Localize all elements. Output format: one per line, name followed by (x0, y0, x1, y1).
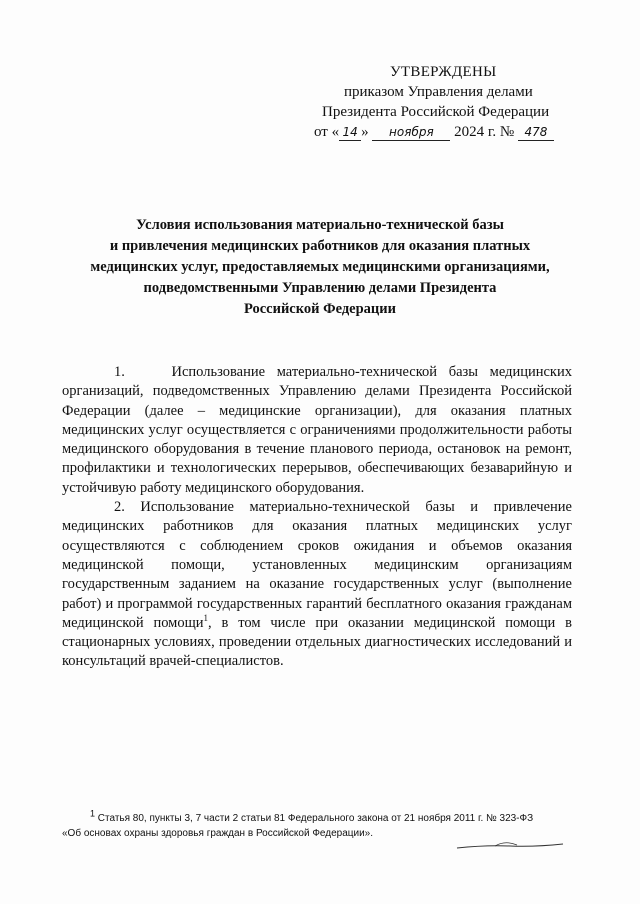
heading-line: медицинских услуг, предоставляемых медицинскими организациями, (90, 259, 550, 275)
signature-mark (455, 836, 565, 854)
approval-authority-line: Президента Российской Федерации (322, 104, 550, 120)
heading-line: Условия использования материально-технической базы (136, 217, 504, 233)
approval-order-line: приказом Управления делами (344, 84, 533, 100)
approval-date-line (314, 122, 590, 142)
date-year: 2024 г. № (454, 124, 515, 140)
approval-title: УТВЕРЖДЕНЫ (390, 64, 497, 80)
heading-line: и привлечения медицинских работников для оказания платных (109, 238, 531, 254)
heading-line: Российской Федерации (243, 301, 396, 317)
order-number: 478 (518, 124, 554, 141)
footnote-text: Статья 80, пункты 3, 7 части 2 статьи 81 Федерального закона от 21 ноября 2011 г. № 323-ФЗ (97, 813, 534, 824)
date-mid: » (361, 124, 369, 140)
footnote-reference: 1 (203, 613, 209, 624)
document-body (62, 363, 572, 672)
paragraph-2 (62, 498, 572, 672)
date-day: 14 (339, 124, 361, 141)
footnote-line: «Об основах охраны здоровья граждан в Российской Федерации». (62, 828, 374, 839)
footnote-line (90, 808, 582, 826)
date-month: ноября (372, 124, 450, 141)
approval-block (300, 62, 590, 142)
date-prefix: от « (314, 124, 340, 140)
paragraph-1: 1. Использование материально-технической базы медицинских организаций, подведомственных Управлению делами Президента Российской Федерации (далее – медицинские организации), для оказания платных медицинских услуг осуществляется с ограничениями продолжительности работы медицинского оборудования в течение планового периода, остановок на ремонт, профилактики и технологических перерывов, обеспечивающих безаварийную и устойчивую работу медицинского оборудования. (62, 364, 572, 496)
paragraph-2-text-continued: , в том числе при оказании медицинской помощи в стационарных условиях, проведении отдельных диагностических исследований и консультаций врачей-специалистов. (62, 614, 572, 670)
footnote-marker: 1 (90, 808, 96, 819)
heading-line: подведомственными Управлению делами Президента (143, 280, 497, 296)
document-heading (60, 215, 580, 320)
paragraph-2-text: 2. Использование материально-технической базы и привлечение медицинских работников для оказания платных медицинских услуг осуществляются с соблюдением сроков ожидания и объемов оказания медицинской помощи, установленных медицинским организациям государственным заданием на оказание государственных услуг (выполнение работ) и программой государственных гарантий бесплатного оказания гражданам медицинской помощи (62, 499, 572, 631)
